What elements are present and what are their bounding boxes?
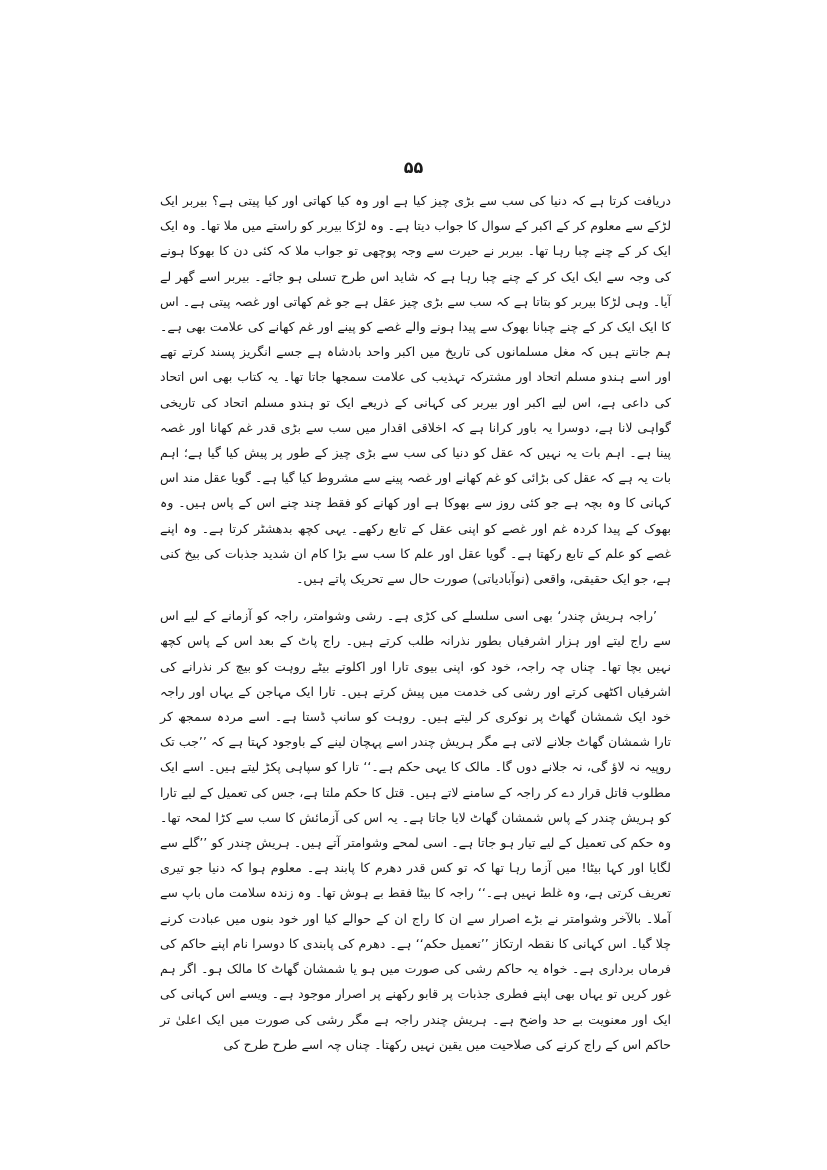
page-body [160, 188, 671, 1057]
paragraph-akbar-birbal: دریافت کرتا ہے کہ دنیا کی سب سے بڑی چیز کیا ہے اور وہ کیا کھاتی اور کیا پیتی ہے؟ بیربر ایک لڑکے سے معلوم کر کے اکبر کے سوال کا جواب دیتا ہے۔ وہ لڑکا بیربر کو راستے میں ملا تھا۔ وہ ایک ایک کر کے چنے چبا رہا تھا۔ بیربر نے حیرت سے وجہ پوچھی تو جواب ملا کہ کئی دن کا بھوکا ہونے کی وجہ سے ایک ایک کر کے چنے چبا رہا ہے کہ شاید اس طرح تسلی ہو جائے۔ بیربر اسے گھر لے آیا۔ وہی لڑکا بیربر کو بتاتا ہے کہ سب سے بڑی چیز عقل ہے جو غم کھاتی اور غصہ پیتی ہے۔ اس کا ایک ایک کر کے چنے چبانا بھوک سے پیدا ہونے والے غصے کو پینے اور غم کھانے کی علامت بھی ہے۔ ہم جانتے ہیں کہ مغل مسلمانوں کی تاریخ میں اکبر واحد بادشاہ ہے جسے انگریز پسند کرتے تھے اور اسے ہندو مسلم اتحاد اور مشترکہ تہذیب کی علامت سمجھا جاتا تھا۔ یہ کتاب بھی اس اتحاد کی داعی ہے، اس لیے اکبر اور بیربر کی کہانی کے ذریعے ایک تو ہندو مسلم اتحاد کی تاریخی گواہی لانا ہے، دوسرا یہ باور کرانا ہے کہ اخلاقی اقدار میں سب سے بڑی قدر غم کھانا اور غصہ پینا ہے۔ اہم بات یہ نہیں کہ عقل کو دنیا کی سب سے بڑی چیز کے طور پر پیش کیا گیا ہے؛ اہم بات یہ ہے کہ عقل کی بڑائی کو غم کھانے اور غصہ پینے سے مشروط کیا گیا ہے۔ گویا عقل مند اس کہانی کا وہ بچہ ہے جو کئی روز سے بھوکا ہے اور کھانے کو فقط چند چنے اس کے پاس ہیں۔ وہ بھوک کے پیدا کردہ غم اور غصے کو اپنی عقل کے تابع رکھے۔ یہی کچھ بدھشٹر کرتا ہے۔ وہ اپنے غصے کو علم کے تابع رکھتا ہے۔ گویا عقل اور علم کا سب سے بڑا کام ان شدید جذبات کی بیخ کنی ہے، جو ایک حقیقی، واقعی (نوآبادیاتی) صورت حال سے تحریک پاتے ہیں۔ [160, 193, 671, 587]
page-number: ۵۵ [403, 158, 424, 177]
paragraph-raja-harish-chandra: ’راجہ ہریش چندر‘ بھی اسی سلسلے کی کڑی ہے۔ رشی وشوامتر، راجہ کو آزمانے کے لیے اس سے راج لیتے اور ہزار اشرفیاں بطور نذرانہ طلب کرتے ہیں۔ راج پاٹ کے بعد اس کے پاس کچھ نہیں بچا تھا۔ چناں چہ راجہ، خود کو، اپنی بیوی تارا اور اکلوتے بیٹے روہت کو بیچ کر نذرانے کی اشرفیاں اکٹھی کرتے اور رشی کی خدمت میں پیش کرتے ہیں۔ تارا ایک مہاجن کے یہاں اور راجہ خود ایک شمشان گھاٹ پر نوکری کر لیتے ہیں۔ روہت کو سانپ ڈستا ہے۔ اسے مردہ سمجھ کر تارا شمشان گھاٹ جلانے لاتی ہے مگر ہریش چندر اسے پہچان لینے کے باوجود کہتا ہے کہ ’’جب تک روپیہ نہ لاؤ گی، نہ جلانے دوں گا۔ مالک کا یہی حکم ہے۔‘‘ تارا کو سپاہی پکڑ لیتے ہیں۔ اسے ایک مطلوب قاتل قرار دے کر راجہ کے سامنے لاتے ہیں۔ قتل کا حکم ملتا ہے، جس کی تعمیل کے لیے تارا کو ہریش چندر کے پاس شمشان گھاٹ لایا جاتا ہے۔ یہ اس کی آزمائش کا سب سے کڑا لمحہ تھا۔ وہ حکم کی تعمیل کے لیے تیار ہو جاتا ہے۔ اسی لمحے وشوامتر آتے ہیں۔ ہریش چندر کو ’’گلے سے لگایا اور کہا بیٹا! میں آزما رہا تھا کہ تو کس قدر دھرم کا پابند ہے۔ معلوم ہوا کہ دنیا جو تیری تعریف کرتی ہے، وہ غلط نہیں ہے۔‘‘ راجہ کا بیٹا فقط بے ہوش تھا۔ وہ زندہ سلامت ماں باپ سے آملا۔ بالآخر وشوامتر نے بڑے اصرار سے ان کا راج ان کے حوالے کیا اور خود بنوں میں عبادت کرنے چلا گیا۔ اس کہانی کا نقطہ ارتکاز ’’تعمیل حکم‘‘ ہے۔ دھرم کی پابندی کا دوسرا نام اپنے حاکم کی فرماں برداری ہے۔ خواہ یہ حاکم رشی کی صورت میں ہو یا شمشان گھاٹ کا مالک ہو۔ اگر ہم غور کریں تو یہاں بھی اپنے فطری جذبات پر قابو رکھنے پر اصرار موجود ہے۔ ویسے اس کہانی کی ایک اور معنویت بے حد واضح ہے۔ ہریش چندر راجہ ہے مگر رشی کی صورت میں ایک اعلیٰ تر حاکم اس کے راج کرنے کی صلاحیت میں یقین نہیں رکھتا۔ چناں چہ اسے طرح طرح کی [160, 608, 671, 1052]
